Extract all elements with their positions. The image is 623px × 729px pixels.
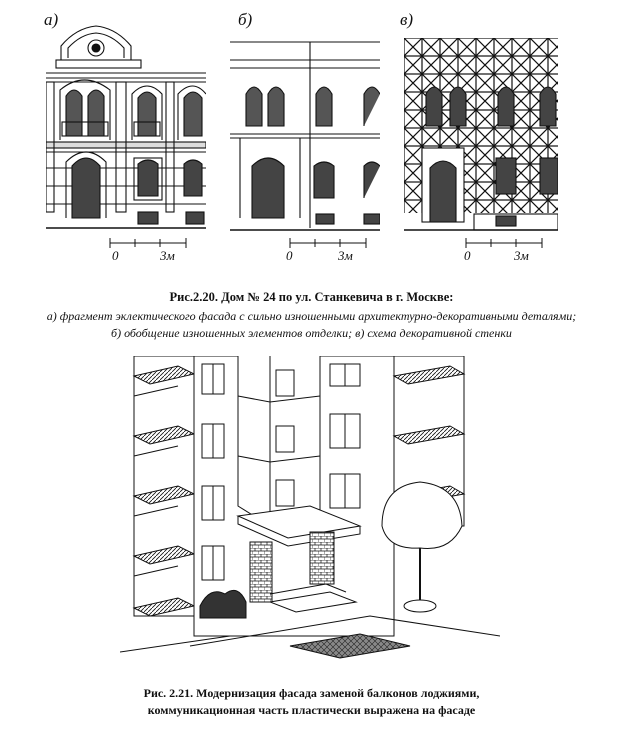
scale-end-b: 3м [338,248,353,263]
isometric-facade-drawing [120,356,500,666]
scale-end-c: 3м [514,248,529,263]
facade-drawing-a [46,18,206,233]
scale-zero-c: 0 [464,248,471,263]
facade-drawing-c [404,38,558,233]
figure-221-caption-line-2: коммуникационная часть пластически выражена на фасаде [147,703,476,717]
figure-220-title: Рис.2.20. Дом № 24 по ул. Станкевича в г. Москве: [169,290,454,304]
panel-a-letter: а) [44,10,59,29]
panel-b-letter: б) [238,10,253,29]
figure-220-caption-line-2: б) обобщение изношенных элементов отделки; в) схема декоративной стенки [111,326,512,340]
panel-c-letter: в) [400,10,414,29]
scale-bar-c [464,236,544,250]
scale-zero-b: 0 [286,248,293,263]
scale-bar-b [288,236,368,250]
scale-bar-a [108,236,188,250]
figure-221-title: Рис. 2.21. Модернизация фасада заменой балконов лоджиями, [143,686,480,700]
figure-220-caption-line-1: а) фрагмент эклектического фасада с сильно изношенными архитектурно-декоративными деталями; [46,309,577,323]
facade-drawing-b [230,38,380,233]
scale-zero-a: 0 [112,248,119,263]
scale-end-a: 3м [160,248,175,263]
